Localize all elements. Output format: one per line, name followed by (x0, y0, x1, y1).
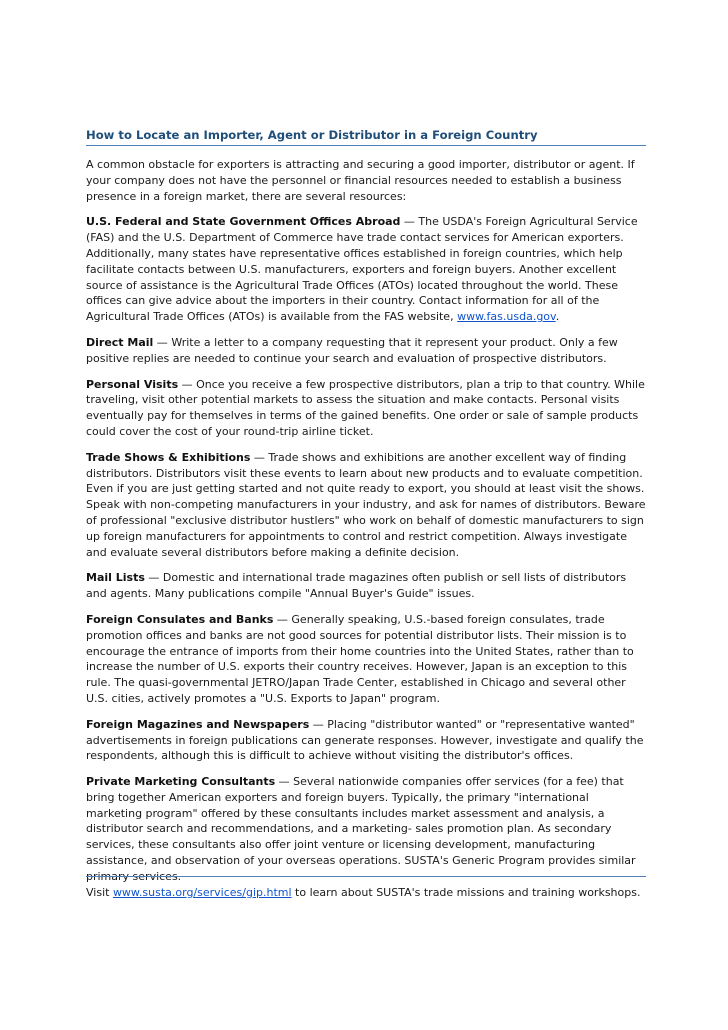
section-body: Domestic and international trade magazines often publish or sell lists of distributors and agents. Many publications compile "Annual Buyer's Guide" issues. (86, 571, 627, 601)
em-dash: — (144, 571, 163, 585)
section-heading: Foreign Consulates and Banks (86, 612, 274, 626)
section-heading: Private Marketing Consultants (86, 775, 276, 789)
page-title: How to Locate an Importer, Agent or Distributor in a Foreign Country (86, 127, 646, 146)
visit-text: Visit (86, 885, 113, 899)
section-body: Several nationwide companies offer services (for a fee) that bring together American exporters and foreign buyers. Typically, the primary "international marketing program" offered by these consultants includes market assessment and analysis, a distributor search and recommendations, and a marketing- sales promotion plan. As secondary services, these consultants also offer joint venture or licensing development, manufacturing assistance, and observation of your overseas operations. SUSTA's Generic Program provides similar primary services. (86, 775, 636, 883)
section-body: Once you receive a few prospective distributors, plan a trip to that country. While traveling, visit other potential markets to assess the situation and make contacts. Personal visits eventually pay for themselves in terms of the gained benefits. One order or sale of sample products could cover the cost of your round-trip airline ticket. (86, 377, 645, 438)
document-page (86, 127, 646, 910)
em-dash: — (309, 717, 328, 731)
section-heading: Mail Lists (86, 571, 145, 585)
section-consultants (86, 774, 646, 900)
visit-trailing-text: to learn about SUSTA's trade missions and training workshops. (291, 885, 641, 899)
em-dash: — (250, 450, 269, 464)
section-body: The USDA's Foreign Agricultural Service (FAS) and the U.S. Department of Commerce have trade contact services for American exporters. Additionally, many states have representative offices established in foreign countries, which help facilitate contacts between U.S. manufacturers, exporters and foreign buyers. Another excellent source of assistance is the Agricultural Trade Offices (ATOs) located throughout the world. These offices can give advice about the importers in their country. Contact information for all of the Agricultural Trade Offices (ATOs) is available from the FAS website, (86, 215, 638, 324)
section-body: Placing "distributor wanted" or "representative wanted" advertisements in foreign publications can generate responses. However, investigate and qualify the respondents, although this is difficult to achieve without visiting the distributor's offices. (86, 717, 644, 763)
section-direct-mail (86, 335, 646, 367)
section-trade-shows (86, 450, 646, 561)
fas-link[interactable]: www.fas.usda.gov (457, 310, 556, 324)
intro-paragraph: A common obstacle for exporters is attracting and securing a good importer, distributor or agent. If your company does not have the personnel or financial resources needed to establish a business presence in a foreign market, there are several resources: (86, 158, 635, 203)
section-body: Trade shows and exhibitions are another excellent way of finding distributors. Distributors visit these events to learn about new products and to evaluate competition. Even if you are just getting started and not quite ready to export, you should at least visit the shows. Speak with non-competing manufacturers in your industry, and ask for names of distributors. Beware of professional "exclusive distributor hustlers" who work on behalf of domestic manufacturers to sign up foreign manufacturers for appointments to control and restrict competition. Always investigate and evaluate several distributors before making a definite decision. (86, 450, 646, 559)
bottom-divider (86, 876, 646, 877)
em-dash: — (275, 775, 294, 789)
section-heading: Personal Visits (86, 377, 179, 391)
section-heading: Trade Shows & Exhibitions (86, 450, 251, 464)
section-gov (86, 214, 646, 325)
section-heading: Direct Mail (86, 335, 154, 349)
em-dash: — (400, 215, 419, 229)
section-heading: U.S. Federal and State Government Offices Abroad (86, 215, 401, 229)
section-magazines (86, 717, 646, 764)
susta-link[interactable]: www.susta.org/services/gip.html (112, 885, 292, 899)
section-body: Generally speaking, U.S.-based foreign consulates, trade promotion offices and banks are not good sources for potential distributor lists. Their mission is to encourage the entrance of imports from their home countries into the United States, rather than to increase the number of U.S. exports their country receives. However, Japan is an exception to this rule. The quasi-governmental JETRO/Japan Trade Center, established in Chicago and several other U.S. cities, actively promotes a "U.S. Exports to Japan" program. (86, 612, 634, 705)
section-personal-visits (86, 377, 646, 440)
section-mail-lists (86, 570, 646, 602)
section-consulates (86, 612, 646, 707)
em-dash: — (153, 335, 172, 349)
section-heading: Foreign Magazines and Newspapers (86, 717, 310, 731)
section-body: Write a letter to a company requesting that it represent your product. Only a few positive replies are needed to continue your search and evaluation of prospective distributors. (86, 335, 618, 365)
em-dash: — (273, 612, 292, 626)
em-dash: — (178, 377, 197, 391)
period: . (555, 310, 560, 324)
